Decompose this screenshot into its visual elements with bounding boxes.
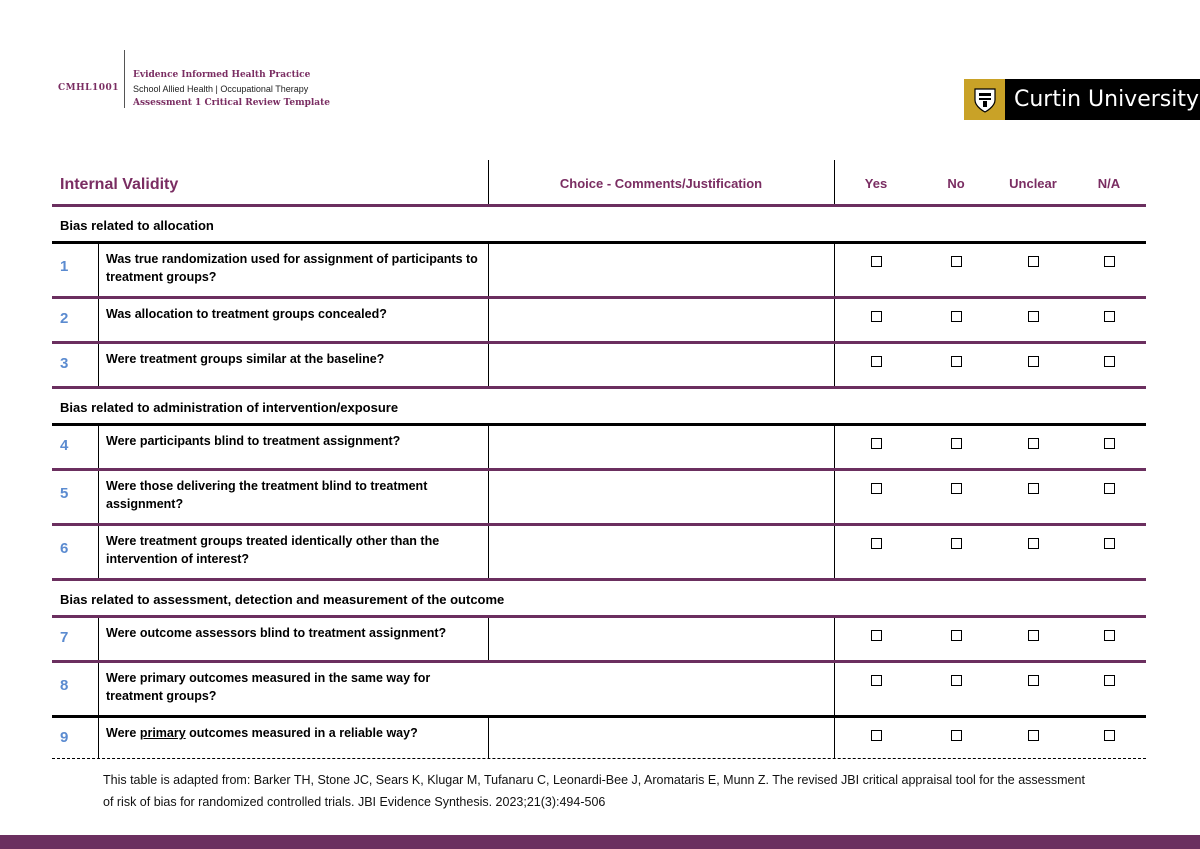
checkbox-yes[interactable] <box>871 675 882 686</box>
question-row <box>52 244 1146 299</box>
question-text: Were those delivering the treatment blind to treatment assignment? <box>106 479 428 511</box>
section-header <box>52 207 1146 244</box>
column-divider <box>98 344 99 386</box>
column-divider <box>98 526 99 578</box>
question-number: 2 <box>60 310 69 327</box>
column-divider <box>488 299 489 341</box>
question-row <box>52 618 1146 663</box>
question-row <box>52 299 1146 344</box>
school-name: School Allied Health | Occupational Therapy <box>133 84 309 94</box>
comment-cell[interactable] <box>489 618 834 660</box>
checkbox-unclear[interactable] <box>1028 483 1039 494</box>
column-divider <box>488 718 489 758</box>
checkbox-yes[interactable] <box>871 630 882 641</box>
question-number: 4 <box>60 437 69 454</box>
column-divider <box>834 618 835 660</box>
checkbox-yes[interactable] <box>871 311 882 322</box>
section-title: Bias related to administration of intervention/exposure <box>60 400 399 415</box>
column-divider <box>834 718 835 758</box>
question-text: Were participants blind to treatment assignment? <box>106 434 401 448</box>
question-number: 9 <box>60 729 69 746</box>
question-number: 3 <box>60 355 69 372</box>
comment-cell[interactable] <box>489 426 834 468</box>
checkbox-yes[interactable] <box>871 438 882 449</box>
comment-cell[interactable] <box>489 244 834 296</box>
question-text: Were treatment groups similar at the baseline? <box>106 352 385 366</box>
question-text-part: Were <box>106 726 140 740</box>
comment-cell[interactable] <box>489 718 834 758</box>
section-title: Bias related to allocation <box>60 218 214 233</box>
comment-cell[interactable] <box>489 299 834 341</box>
column-divider <box>488 426 489 468</box>
comment-cell[interactable] <box>489 471 834 523</box>
checkbox-unclear[interactable] <box>1028 356 1039 367</box>
assessment-title: Assessment 1 Critical Review Template <box>133 98 331 108</box>
critical-appraisal-table <box>52 160 1146 759</box>
section-title: Bias related to assessment, detection and measurement of the outcome <box>60 592 505 607</box>
logo-wordmark: Curtin University <box>1005 79 1200 120</box>
checkbox-na[interactable] <box>1104 438 1115 449</box>
checkbox-unclear[interactable] <box>1028 630 1039 641</box>
column-divider <box>98 618 99 660</box>
column-divider <box>834 160 835 204</box>
question-row <box>52 526 1146 581</box>
checkbox-unclear[interactable] <box>1028 256 1039 267</box>
question-text: Was true randomization used for assignment of participants to treatment groups? <box>106 252 478 284</box>
crest-icon <box>964 79 1005 120</box>
checkbox-no[interactable] <box>951 356 962 367</box>
question-text: Was allocation to treatment groups concealed? <box>106 307 387 321</box>
course-code: CMHL1001 <box>58 83 120 93</box>
table-title: Internal Validity <box>60 176 179 193</box>
checkbox-na[interactable] <box>1104 311 1115 322</box>
column-divider <box>488 526 489 578</box>
column-divider <box>834 244 835 296</box>
column-divider <box>98 718 99 758</box>
checkbox-na[interactable] <box>1104 630 1115 641</box>
column-divider <box>98 663 99 715</box>
question-text-part: outcomes measured in a reliable way? <box>185 726 418 740</box>
question-text: Were primary outcomes measured in the same way for treatment groups? <box>106 671 431 703</box>
column-divider <box>834 663 835 715</box>
question-number: 6 <box>60 540 69 557</box>
checkbox-na[interactable] <box>1104 356 1115 367</box>
header-divider <box>124 50 125 108</box>
checkbox-no[interactable] <box>951 256 962 267</box>
question-text-emphasis: primary <box>139 726 186 740</box>
checkbox-no[interactable] <box>951 438 962 449</box>
checkbox-no[interactable] <box>951 730 962 741</box>
checkbox-na[interactable] <box>1104 675 1115 686</box>
column-divider <box>488 618 489 660</box>
checkbox-no[interactable] <box>951 675 962 686</box>
option-header-no: No <box>947 176 965 191</box>
column-divider <box>488 471 489 523</box>
column-divider <box>834 526 835 578</box>
column-divider <box>834 426 835 468</box>
column-divider <box>488 244 489 296</box>
checkbox-unclear[interactable] <box>1028 311 1039 322</box>
checkbox-yes[interactable] <box>871 256 882 267</box>
option-header-unclear: Unclear <box>1009 176 1057 191</box>
unit-title: Evidence Informed Health Practice <box>133 70 311 80</box>
column-divider <box>98 426 99 468</box>
question-row <box>52 718 1146 759</box>
checkbox-unclear[interactable] <box>1028 730 1039 741</box>
question-number: 1 <box>60 258 69 275</box>
column-divider <box>488 160 489 204</box>
checkbox-unclear[interactable] <box>1028 538 1039 549</box>
checkbox-na[interactable] <box>1104 538 1115 549</box>
checkbox-unclear[interactable] <box>1028 675 1039 686</box>
comment-cell[interactable] <box>489 344 834 386</box>
question-row <box>52 344 1146 389</box>
checkbox-na[interactable] <box>1104 730 1115 741</box>
curtin-logo <box>964 79 1200 120</box>
question-row <box>52 426 1146 471</box>
section-header <box>52 389 1146 426</box>
checkbox-yes[interactable] <box>871 730 882 741</box>
comment-cell[interactable] <box>489 526 834 578</box>
option-header-na: N/A <box>1097 176 1121 191</box>
question-text: Were treatment groups treated identically other than the intervention of interest? <box>106 534 440 566</box>
column-divider <box>834 344 835 386</box>
question-number: 7 <box>60 629 69 646</box>
checkbox-unclear[interactable] <box>1028 438 1039 449</box>
checkbox-no[interactable] <box>951 311 962 322</box>
question-row <box>52 471 1146 526</box>
checkbox-yes[interactable] <box>871 356 882 367</box>
column-divider <box>834 299 835 341</box>
comments-column-header: Choice - Comments/Justification <box>559 176 763 191</box>
column-divider <box>834 471 835 523</box>
checkbox-yes[interactable] <box>871 483 882 494</box>
option-header-yes: Yes <box>864 176 888 191</box>
question-number: 8 <box>60 677 69 694</box>
header-lines <box>133 68 330 110</box>
checkbox-na[interactable] <box>1104 483 1115 494</box>
question-row <box>52 663 1146 718</box>
question-text: Were outcome assessors blind to treatment assignment? <box>106 626 447 640</box>
checkbox-no[interactable] <box>951 538 962 549</box>
checkbox-yes[interactable] <box>871 538 882 549</box>
column-divider <box>98 244 99 296</box>
table-header-row <box>52 160 1146 207</box>
checkbox-no[interactable] <box>951 630 962 641</box>
footer-bar <box>0 835 1200 849</box>
question-number: 5 <box>60 485 69 502</box>
source-citation: This table is adapted from: Barker TH, Stone JC, Sears K, Klugar M, Tufanaru C, Leonardi-Bee J, Aromataris E, Munn Z. The revised JBI critical appraisal tool for the assessment of risk of bias for randomized controlled trials. JBI Evidence Synthesis. 2023;21(3):494-506 <box>103 773 1085 809</box>
column-divider <box>488 344 489 386</box>
checkbox-no[interactable] <box>951 483 962 494</box>
column-divider <box>98 299 99 341</box>
question-text <box>106 724 486 742</box>
checkbox-na[interactable] <box>1104 256 1115 267</box>
section-header <box>52 581 1146 618</box>
column-divider <box>98 471 99 523</box>
